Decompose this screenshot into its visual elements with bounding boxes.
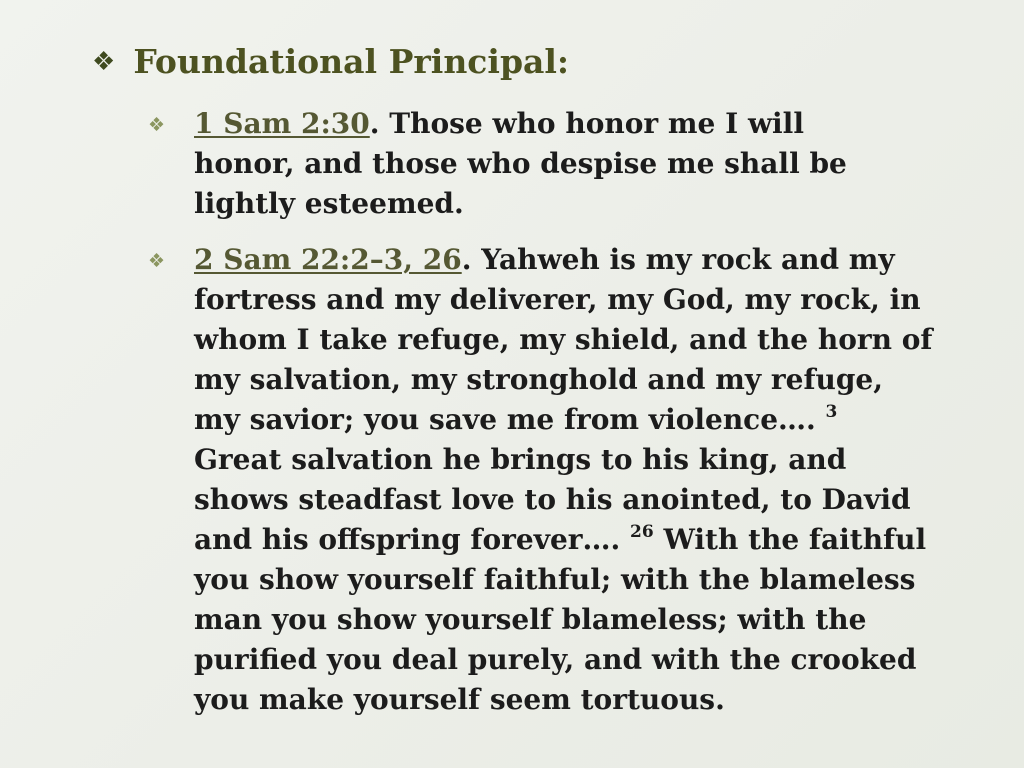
diamond-bullet-icon: ❖ xyxy=(148,250,166,272)
scripture-reference-link[interactable]: 1 Sam 2:30 xyxy=(194,107,370,140)
diamond-bullet-icon: ❖ xyxy=(92,46,116,77)
verse-number-26: 26 xyxy=(630,522,654,542)
bullet-text-2 xyxy=(194,240,934,720)
scripture-quote: . Those who honor me I will honor, and those who despise me shall be lightly esteemed. xyxy=(194,107,847,220)
diamond-bullet-icon: ❖ xyxy=(148,114,166,136)
bullet-text-1 xyxy=(194,104,894,224)
scripture-quote-part-2: Great salvation he brings to his king, and shows steadfast love to his anointed, to David and his offspring forever…. xyxy=(194,443,911,556)
scripture-reference-link[interactable]: 2 Sam 22:2–3, 26 xyxy=(194,243,462,276)
bullet-item-1 xyxy=(148,104,968,224)
scripture-quote-part-1: . Yahweh is my rock and my fortress and my deliverer, my God, my rock, in whom I take refuge, my shield, and the horn of my salvation, my stronghold and my refuge, my savior; you save me from violence…. xyxy=(194,243,933,436)
bullet-item-2 xyxy=(148,240,968,720)
scripture-quote-part-3: With the faithful you show yourself faithful; with the blameless man you show yourself blameless; with the purified you deal purely, and with the crooked you make yourself seem tortuous. xyxy=(194,523,927,716)
verse-number-3: 3 xyxy=(825,402,838,422)
heading-row xyxy=(92,42,569,81)
slide-heading: Foundational Principal: xyxy=(133,42,570,81)
